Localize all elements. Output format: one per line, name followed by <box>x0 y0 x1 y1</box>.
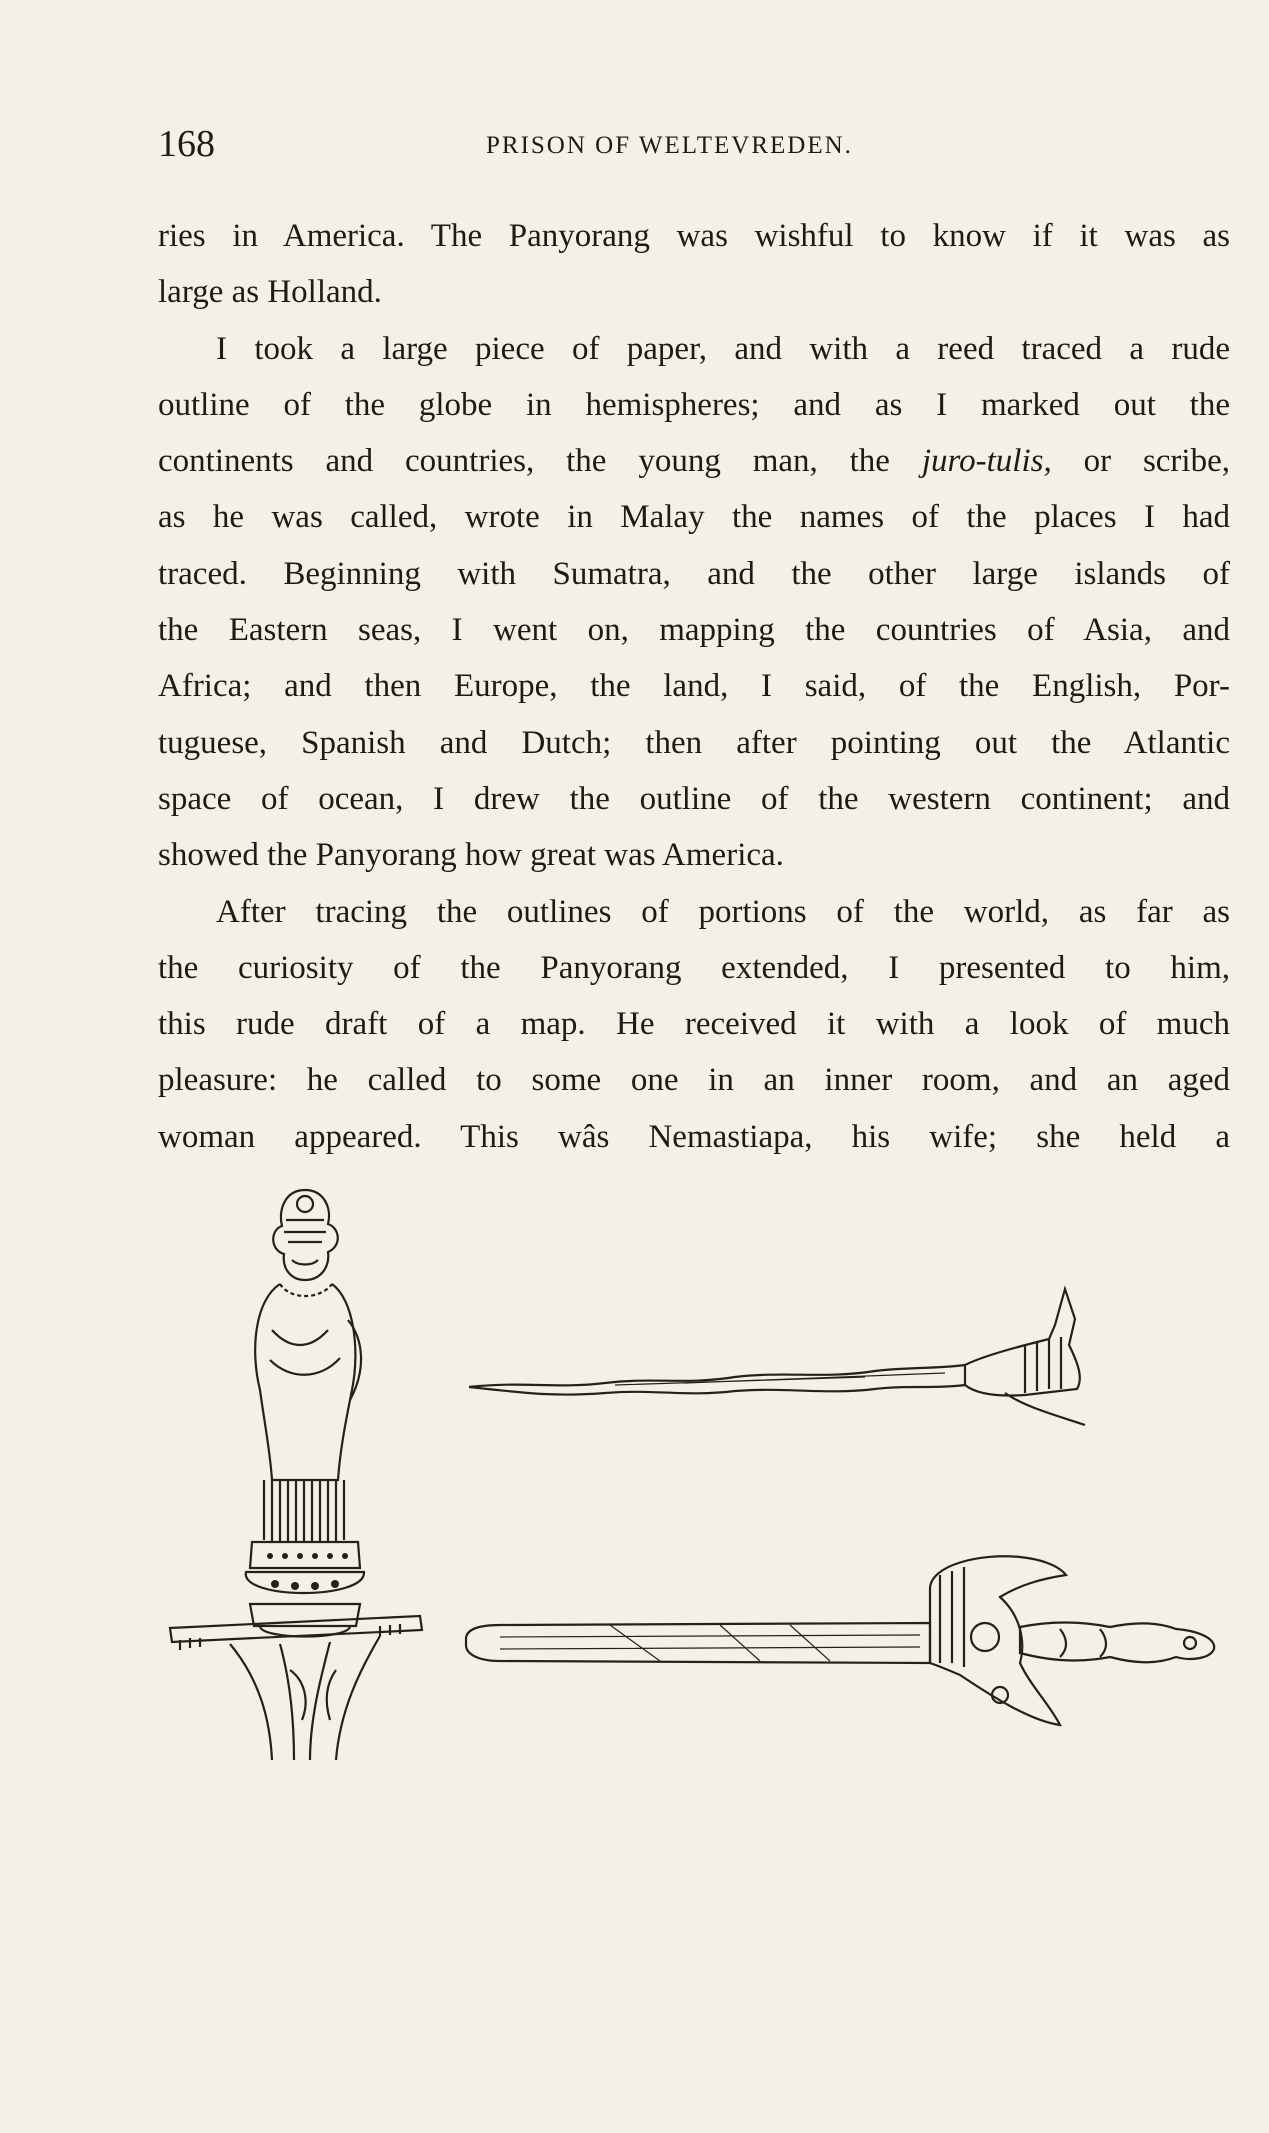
page-header <box>158 122 1238 172</box>
text-line: pleasure: he called to some one in an inner room, and an aged <box>158 1062 1230 1099</box>
text-line: woman appeared. This wâs Nemastiapa, his wife; she held a <box>158 1118 1230 1155</box>
italic-term: juro-tulis, <box>921 443 1052 480</box>
text-line: this rude draft of a map. He received it with a look of much <box>158 1006 1230 1043</box>
text-line: Africa; and then Europe, the land, I said, of the English, Por- <box>158 668 1230 705</box>
text-line: ries in America. The Panyorang was wishful to know if it was as <box>158 218 1230 254</box>
kris-handle-figure-engraving <box>160 1180 430 1760</box>
text-line: the Eastern seas, I went on, mapping the countries of Asia, and <box>158 612 1230 649</box>
running-head: PRISON OF WELTEVREDEN. <box>486 132 853 159</box>
text-segment: continents and countries, the young man, the <box>158 443 890 480</box>
body-text <box>158 208 1230 1165</box>
straight-kris-engraving <box>460 1545 1220 1735</box>
text-line <box>158 433 1230 489</box>
text-segment: or scribe, <box>1083 443 1230 480</box>
text-line: outline of the globe in hemispheres; and as I marked out the <box>158 386 1230 423</box>
text-line: tuguese, Spanish and Dutch; then after pointing out the Atlantic <box>158 724 1230 761</box>
text-line: After tracing the outlines of portions of the world, as far as <box>216 893 1230 930</box>
text-line: I took a large piece of paper, and with a reed traced a rude <box>216 330 1230 367</box>
text-line: traced. Beginning with Sumatra, and the other large islands of <box>158 555 1230 592</box>
wavy-kris-blade-engraving <box>465 1285 1095 1435</box>
page-number: 168 <box>158 123 215 165</box>
text-line: as he was called, wrote in Malay the names of the places I had <box>158 499 1230 536</box>
text-line: showed the Panyorang how great was America. <box>158 837 784 874</box>
text-line: space of ocean, I drew the outline of the western continent; and <box>158 780 1230 817</box>
text-line: large as Holland. <box>158 274 382 311</box>
text-line: the curiosity of the Panyorang extended, I presented to him, <box>158 949 1230 986</box>
